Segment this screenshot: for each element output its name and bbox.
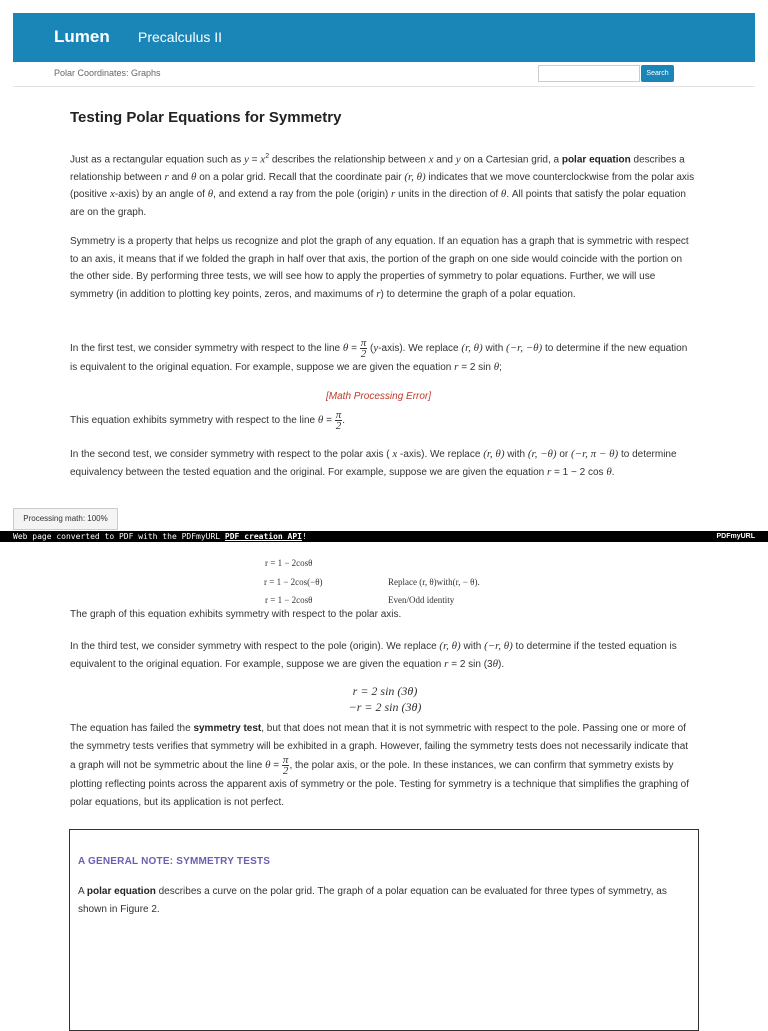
course-title[interactable]: Precalculus II	[138, 29, 223, 45]
note-title: A GENERAL NOTE: SYMMETRY TESTS	[78, 856, 271, 867]
search-input[interactable]	[538, 65, 640, 82]
symmetry-tests-note	[69, 829, 699, 1031]
pdf-banner-end: !	[301, 532, 307, 541]
equation-row-3: r = 1 − 2cosθ	[265, 595, 313, 605]
pdf-banner	[0, 531, 768, 542]
note-text: A polar equation describes a curve on the polar grid. The graph of a polar equation can be evaluated for three types of symmetry, as shown in Figure 2.	[78, 886, 667, 915]
note-bold-term: polar equation	[86, 886, 156, 897]
equation-row-2: r = 1 − 2cos(−θ)	[264, 577, 323, 587]
breadcrumb[interactable]: Polar Coordinates: Graphs	[54, 68, 161, 78]
paragraph-intro: Just as a rectangular equation such as $y = x^2$ describes the relationship between x and y on a Cartesian grid, a polar equation describes a relationship between r and θ on a polar grid. Recall that the coordinate pair (r, θ) indicates that we move counterclockwise from the polar axis (positive x-axis) by an angle of θ, and extend a ray from the pole (origin) r units in the direction of θ. All points that satisfy the polar equation are on the graph.	[70, 153, 695, 218]
equation-note-2: Replace (r, θ)with(r, − θ).	[388, 577, 480, 587]
paragraph-second-test: In the second test, we consider symmetry with respect to the polar axis ( x -axis). We replace (r, θ) with (r, −θ) or (−r, π − θ) to determine equivalency between the tested equation and the original. For example, suppose we are given the equation r = 1 − 2 cos θ.	[70, 448, 677, 478]
top-navbar	[13, 13, 755, 62]
paragraph-symmetry: Symmetry is a property that helps us recognize and plot the graph of any equation. If an equation has a graph that is symmetric with respect to an axis, it means that if we folded the graph in half over that axis, the portion of the graph on one side would coincide with the portion on the other side. By performing three tests, we will see how to apply the properties of symmetry to polar equations. Further, we will use symmetry (in addition to plotting key points, zeros, and maximums of r) to determine the graph of a polar equation.	[70, 236, 689, 300]
pdfmyurl-logo: PDFmyURL	[716, 533, 755, 540]
paragraph-failed-test: The equation has failed the symmetry test, but that does not mean that it is not symmetric with respect to the pole. Passing one or more of the symmetry tests verifies that symmetry will be exhibited in a graph. However, failing the symmetry tests does not necessarily indicate that a graph will not be symmetric about the line θ = $\frac{\pi}{2}$ , the polar axis, or the pole. In these instances, we can confirm that symmetry exists by plotting reflecting points across the apparent axis of symmetry or the pole. Testing for symmetry is a technique that simplifies the graphing of polar equations, but its application is not perfect.	[70, 723, 690, 808]
math-error: [Math Processing Error]	[326, 391, 432, 402]
paragraph-polar-axis-result: The graph of this equation exhibits symmetry with respect to the polar axis.	[70, 609, 402, 620]
equation-note-3: Even/Odd identity	[388, 595, 455, 605]
paragraph-third-test: In the third test, we consider symmetry with respect to the pole (origin). We replace (r, θ) with (−r, θ) to determine if the tested equation is equivalent to the original equation. For example, suppose we are given the equation r = 2 sin (3θ).	[70, 640, 677, 670]
search-button[interactable]: Search	[641, 65, 674, 82]
page-title: Testing Polar Equations for Symmetry	[70, 109, 342, 126]
paragraph-first-test: In the first test, we consider symmetry with respect to the line θ = $\frac{\pi}{2}$ (y-axis). We replace (r, θ) with (−r, −θ) to determine if the new equation is equivalent to the original equation. For example, suppose we are given the equation r = 2 sin θ;	[70, 337, 688, 373]
brand-logo[interactable]: Lumen	[54, 27, 110, 46]
equation-row-1: r = 1 − 2cosθ	[265, 558, 313, 568]
processing-indicator: Processing math: 100%	[13, 508, 118, 530]
paragraph-symmetry-result: This equation exhibits symmetry with respect to the line θ = $\frac{\pi}{2}$ .	[70, 409, 345, 432]
pdf-creation-link[interactable]: PDF creation API	[224, 532, 302, 541]
equation-third-1: r = 2 sin (3θ)	[352, 684, 418, 698]
equation-third-2: −r = 2 sin (3θ)	[348, 700, 422, 714]
pdf-banner-text: Web page converted to PDF with the PDFmyURL	[13, 532, 225, 541]
sub-navbar	[13, 62, 755, 87]
